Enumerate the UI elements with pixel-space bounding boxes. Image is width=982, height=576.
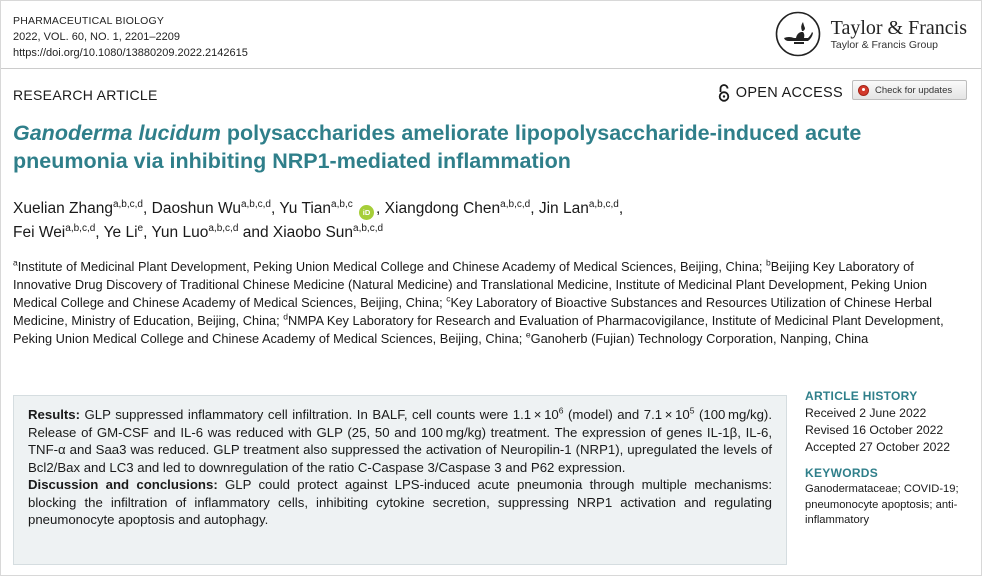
- results-exponent-1: 6: [558, 405, 564, 416]
- author-affiliation-marks: a,b,c,d: [65, 222, 96, 234]
- author-separator: ,: [618, 200, 624, 217]
- author-affiliation-marks: a,b,c,d: [208, 222, 239, 234]
- author-name: Jin Lan: [538, 200, 589, 217]
- author[interactable]: [152, 200, 271, 217]
- author-separator: ,: [270, 200, 280, 217]
- journal-name: PHARMACEUTICAL BIOLOGY: [13, 15, 165, 27]
- author-name: Xuelian Zhang: [13, 200, 113, 217]
- crossmark-icon: [858, 85, 869, 96]
- affiliation-mark: a: [13, 257, 18, 268]
- check-for-updates-button[interactable]: [852, 80, 967, 100]
- title-rest: polysaccharides ameliorate lipopolysaccharide-induced acute pneumonia via inhibiting NRP1-mediated inflammation: [13, 121, 862, 173]
- results-text-3: (100 mg/kg). Release of GM-CSF and IL-6 was reduced with GLP (25, 50 and 100 mg/kg) treatment. The expression of genes IL-1β, IL-6, TNF-α and Saa3 was reduced. GLP treatment also suppressed the activation of Neuropilin-1 (NRP1), upregulated the levels of Bcl2/Bax and LC3 and led to downregulation of the ratio C-Caspase 3/Caspase 3 and P62 expression.: [28, 407, 772, 475]
- affiliations: [13, 258, 968, 348]
- affiliation-mark: b: [766, 257, 771, 268]
- author[interactable]: [104, 224, 143, 241]
- affiliation-text: NMPA Key Laboratory for Research and Evaluation of Pharmacovigilance, Institute of Medicinal Plant Development, Peking Union Medical College and Chinese Academy of Medical Sciences, Beijing, China;: [13, 313, 944, 346]
- affiliation-mark: d: [283, 311, 289, 322]
- open-access-label: OPEN ACCESS: [735, 85, 843, 101]
- check-for-updates-label: Check for updates: [875, 84, 953, 96]
- history-accepted: Accepted 27 October 2022: [805, 440, 950, 454]
- author[interactable]: [13, 200, 143, 217]
- author[interactable]: [385, 200, 531, 217]
- article-sidebar: [805, 389, 975, 529]
- journal-info: [13, 13, 248, 61]
- author-name: Yun Luo: [151, 224, 209, 241]
- author-affiliation-marks: a,b,c,d: [353, 222, 384, 234]
- article-history-heading: ARTICLE HISTORY: [805, 389, 918, 403]
- results-label: Results:: [28, 407, 81, 422]
- author-separator: ,: [143, 224, 152, 241]
- author[interactable]: [279, 200, 376, 217]
- history-received: Received 2 June 2022: [805, 406, 927, 420]
- affiliation-text: Ganoherb (Fujian) Technology Corporation, Nanping, China: [530, 331, 869, 346]
- history-revised: Revised 16 October 2022: [805, 423, 944, 437]
- author-separator: ,: [95, 224, 104, 241]
- affiliation-text: Institute of Medicinal Plant Development, Peking Union Medical College and Chinese Academy of Medical Sciences, Beijing, China;: [17, 259, 767, 274]
- results-text-1: GLP suppressed inflammatory cell infiltration. In BALF, cell counts were 1.1 × 10: [80, 407, 559, 422]
- author-name: Xiaobo Sun: [272, 224, 354, 241]
- discussion-label: Discussion and conclusions:: [28, 477, 218, 492]
- oil-lamp-logo-icon: [775, 11, 821, 57]
- abstract-discussion: [28, 476, 772, 529]
- author-separator: ,: [376, 200, 385, 217]
- author-separator: and: [238, 224, 273, 241]
- author-list: [13, 197, 963, 245]
- author[interactable]: [539, 200, 619, 217]
- author-name: Yu Tian: [279, 200, 332, 217]
- affiliation-mark: c: [446, 293, 451, 304]
- author-affiliation-marks: a,b,c,d: [112, 198, 143, 210]
- publisher-name: Taylor & Francis: [830, 16, 967, 39]
- author-affiliation-marks: a,b,c,d: [500, 198, 531, 210]
- affiliation-text: Beijing Key Laboratory of Innovative Drug Discovery of Traditional Chinese Medicine (Natural Medicine) and Translational Medicine, Institute of Medicinal Plant Development, Peking Union Medical College and Chinese Academy of Medical Sciences, Beijing, China;: [13, 259, 928, 310]
- affiliation-text: Key Laboratory of Bioactive Substances and Resources Utilization of Chinese Herbal Medicine, Ministry of Education, Beijing, China;: [13, 295, 933, 328]
- keywords-heading: KEYWORDS: [805, 466, 879, 480]
- header-divider: [1, 68, 981, 69]
- author-affiliation-marks: a,b,c,d: [588, 198, 619, 210]
- article-type: RESEARCH ARTICLE: [13, 87, 158, 103]
- author-separator: ,: [143, 200, 152, 217]
- author-name: Fei Wei: [13, 224, 66, 241]
- author-affiliation-marks: a,b,c,d: [240, 198, 271, 210]
- results-text-2: (model) and 7.1 × 10: [563, 407, 690, 422]
- abstract-results: [28, 406, 772, 476]
- keywords-text: Ganodermataceae; COVID-19; pneumonocyte apoptosis; anti-inflammatory: [805, 483, 959, 526]
- author-affiliation-marks: e: [137, 222, 144, 234]
- author-name: Daoshun Wu: [151, 200, 241, 217]
- affiliation-mark: e: [525, 329, 531, 340]
- author[interactable]: [273, 224, 383, 241]
- article-title: [13, 119, 963, 175]
- results-exponent-2: 5: [689, 405, 695, 416]
- author-separator: ,: [530, 200, 539, 217]
- open-access-badge[interactable]: [717, 84, 843, 102]
- abstract-box: [13, 395, 787, 565]
- publisher-group: Taylor & Francis Group: [830, 38, 939, 51]
- author-name: Ye Li: [103, 224, 138, 241]
- author-name: Xiangdong Chen: [384, 200, 501, 217]
- title-species: Ganoderma lucidum: [13, 121, 221, 145]
- doi-link[interactable]: https://doi.org/10.1080/13880209.2022.2142615: [13, 47, 248, 59]
- author-affiliation-marks: a,b,c: [331, 198, 353, 210]
- orcid-icon[interactable]: iD: [359, 205, 374, 220]
- publisher-block[interactable]: [775, 11, 967, 57]
- journal-volume: 2022, VOL. 60, NO. 1, 2201–2209: [13, 31, 180, 43]
- author[interactable]: [13, 224, 95, 241]
- discussion-text: GLP could protect against LPS-induced acute pneumonia through multiple mechanisms: blocking the infiltration of inflammatory cells, inhibiting cytokine secretion, suppressing NRP1 activation and regulating pneumonocyte apoptosis and autophagy.: [28, 477, 772, 527]
- open-lock-icon: [717, 84, 731, 102]
- author[interactable]: [151, 224, 238, 241]
